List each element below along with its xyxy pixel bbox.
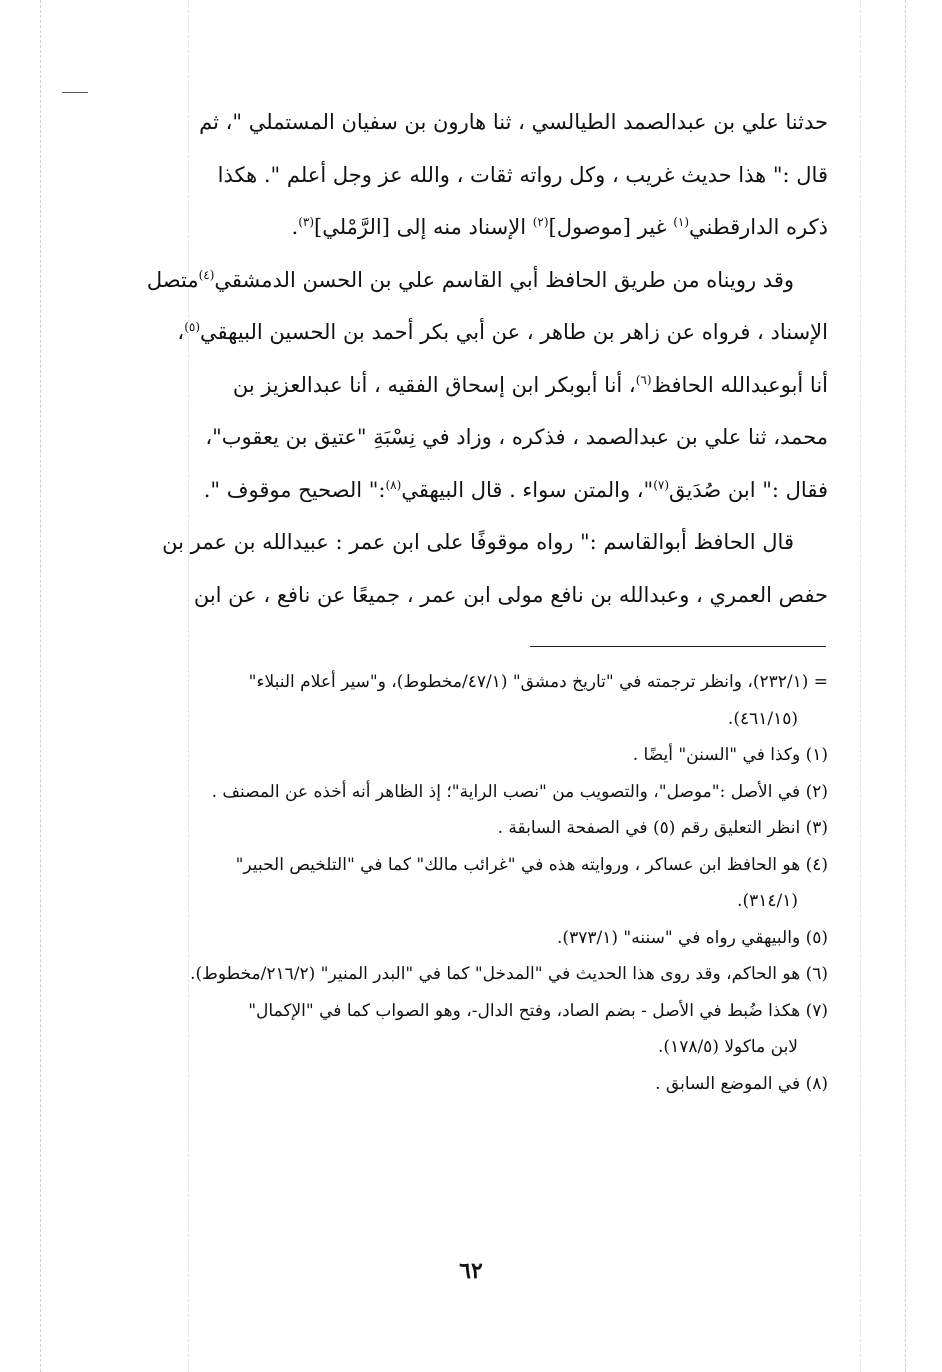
footnote-ref: (٢): [532, 215, 549, 229]
footnote-separator: [530, 646, 826, 647]
text-segment: ذكره الدارقطني: [689, 215, 828, 239]
text-segment: فقال :" ابن صُدَيق: [669, 477, 828, 502]
footnote: [110, 810, 828, 847]
text-line: [110, 359, 828, 412]
text-line: محمد، ثنا علي بن عبدالصمد ، فذكره ، وزاد في نِسْبَةِ "عتيق بن يعقوب"،: [205, 425, 828, 449]
text-line: [110, 254, 828, 307]
text-line: [110, 306, 828, 359]
footnote-ref: (٤): [198, 267, 215, 282]
footnote-text: (٢) في الأصل :"موصل"، والتصويب من "نصب الراية"؛ إذ الظاهر أنه أخذه عن المصنف .: [211, 781, 828, 802]
text-line: حفص العمري ، وعبدالله بن نافع مولى ابن عمر ، جميعًا عن نافع ، عن ابن: [193, 582, 828, 607]
footnote-text: = (٢٣٢/١)، وانظر ترجمته في "تاريخ دمشق" (٤٧/١/مخطوط)، و"سير أعلام النبلاء": [248, 672, 828, 692]
main-text: [110, 96, 828, 621]
text-line: قال :" هذا حديث غريب ، وكل رواته ثقات ، والله عز وجل أعلم ". هكذا: [217, 162, 828, 187]
text-segment: غير [موصول]: [548, 215, 674, 239]
footnotes: [110, 664, 828, 1102]
footnote-ref: (٨): [385, 477, 402, 492]
footnote-text: (٥) والبيهقي رواه في "سننه" (٣٧٣/١).: [557, 927, 828, 948]
footnote: [110, 956, 828, 993]
footnote-continuation: لابن ماكولا (١٧٨/٥).: [658, 1037, 798, 1057]
text-line: حدثنا علي بن عبدالصمد الطيالسي ، ثنا هارون بن سفيان المستملي "، ثم: [199, 110, 828, 134]
footnote-text: (٤) هو الحافظ ابن عساكر ، وروايته هذه في "غرائب مالك" كما في "التلخيص الحبير": [235, 854, 828, 875]
footnote-text: (٧) هكذا ضُبط في الأصل - بضم الصاد، وفتح الدال-، وهو الصواب كما في "الإكمال": [248, 1000, 828, 1021]
text-segment: "، والمتن سواء . قال البيهقي: [401, 477, 654, 502]
footnote-ref: (٦): [635, 372, 652, 387]
text-line: قال الحافظ أبوالقاسم :" رواه موقوفًا على ابن عمر : عبيدالله بن عمر بن: [162, 530, 794, 554]
footnote: [110, 774, 828, 811]
text-segment: ،: [177, 320, 185, 344]
text-segment: الإسناد منه إلى [الرَّمْلي]: [314, 215, 533, 239]
footnote-ref: (١): [673, 215, 690, 229]
footnote-text: (٦) هو الحاكم، وقد روى هذا الحديث في "المدخل" كما في "البدر المنير" (٢١٦/٢/مخطوط).: [190, 964, 828, 984]
footnote-text: (٣) انظر التعليق رقم (٥) في الصفحة السابقة .: [497, 818, 828, 838]
text-line: [110, 201, 828, 254]
text-segment: :" الصحيح موقوف ".: [203, 477, 386, 502]
footnote: [110, 920, 828, 957]
text-segment: .: [291, 215, 299, 239]
text-segment: الإسناد ، فرواه عن زاهر بن طاهر ، عن أبي بكر أحمد بن الحسين البيهقي: [200, 320, 828, 344]
footnote-ref: (٣): [298, 215, 315, 229]
scan-edge-line: [905, 0, 906, 1372]
text-segment: وقد رويناه من طريق الحافظ أبي القاسم علي بن الحسن الدمشقي: [214, 267, 794, 292]
footnote: [110, 847, 828, 920]
footnote: [110, 1066, 828, 1103]
scan-edge-line: [40, 0, 41, 1372]
footnote-text: (١) وكذا في "السنن" أيضًا .: [632, 745, 828, 765]
corner-mark: [62, 92, 88, 93]
footnote-continuation: (٤٦١/١٥).: [727, 708, 798, 729]
text-segment: ، أنا أبوبكر ابن إسحاق الفقيه ، أنا عبدالعزيز بن: [232, 372, 636, 397]
text-line: [110, 464, 828, 517]
footnote-ref: (٥): [184, 320, 201, 334]
footnote-continuation: (٣١٤/١).: [737, 891, 798, 911]
footnote: [110, 737, 828, 774]
footnote-ref: (٧): [653, 477, 670, 492]
text-segment: متصل: [146, 267, 199, 292]
scan-edge-line: [860, 0, 861, 1372]
footnote: [110, 664, 828, 737]
text-segment: أنا أبوعبدالله الحافظ: [651, 372, 828, 397]
footnote: [110, 993, 828, 1066]
footnote-text: (٨) في الموضع السابق .: [655, 1073, 828, 1094]
page-number: ٦٢: [459, 1258, 483, 1284]
